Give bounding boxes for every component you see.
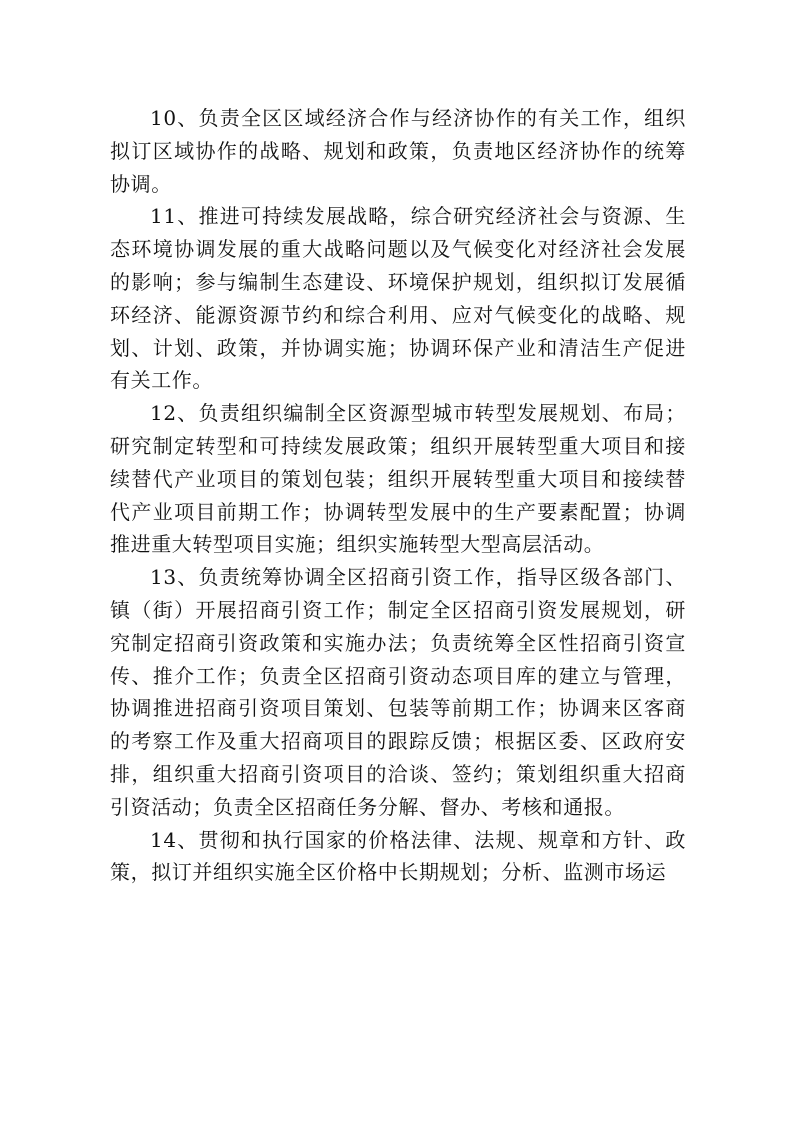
paragraph-11: 11、推进可持续发展战略，综合研究经济社会与资源、生态环境协调发展的重大战略问题以及气候变化对经济社会发展的影响；参与编制生态建设、环境保护规划，组织拟订发展循环经济、能源资源节约和综合利用、应对气候变化的战略、规划、计划、政策，并协调实施；协调环保产业和清洁生产促进有关工作。 [110,204,686,393]
paragraph-13: 13、负责统筹协调全区招商引资工作，指导区级各部门、镇（街）开展招商引资工作；制定全区招商引资发展规划，研究制定招商引资政策和实施办法；负责统筹全区性招商引资宣传、推介工作；负责全区招商引资动态项目库的建立与管理，协调推进招商引资项目策划、包装等前期工作；协调来区客商的考察工作及重大招商项目的跟踪反馈；根据区委、区政府安排，组织重大招商引资项目的洽谈、签约；策划组织重大招商引资活动；负责全区招商任务分解、督办、考核和通报。 [110,565,686,819]
body-text [110,102,686,889]
paragraph-10: 10、负责全区区域经济合作与经济协作的有关工作，组织拟订区域协作的战略、规划和政策，负责地区经济协作的统筹协调。 [110,106,686,196]
paragraph-14: 14、贯彻和执行国家的价格法律、法规、规章和方针、政策，拟订并组织实施全区价格中长期规划；分析、监测市场运 [110,827,686,885]
paragraph-12: 12、负责组织编制全区资源型城市转型发展规划、布局；研究制定转型和可持续发展政策；组织开展转型重大项目和接续替代产业项目的策划包装；组织开展转型重大项目和接续替代产业项目前期工作；协调转型发展中的生产要素配置；协调推进重大转型项目实施；组织实施转型大型高层活动。 [110,401,686,557]
